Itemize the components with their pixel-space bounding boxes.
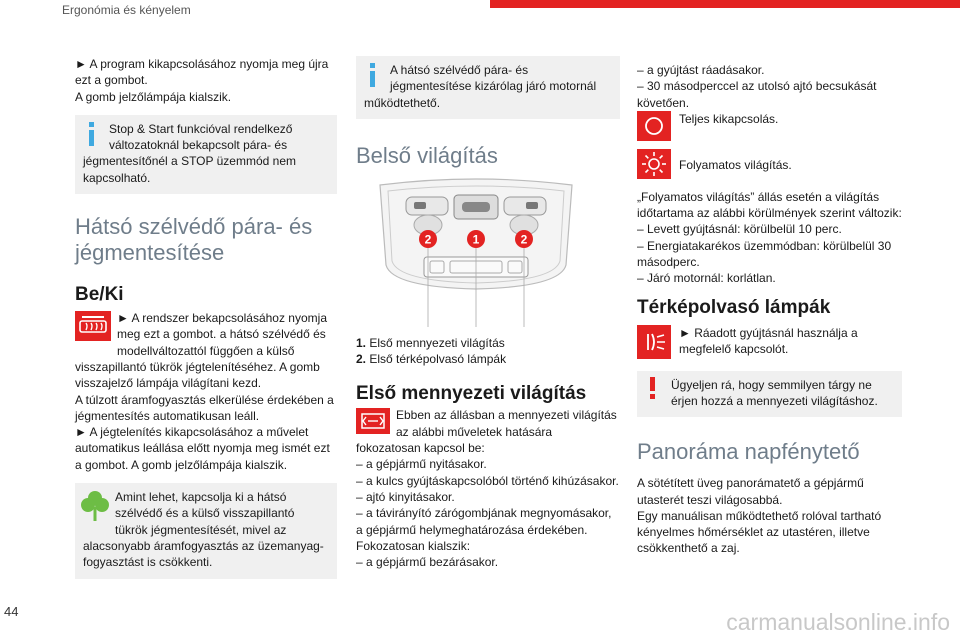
ceiling-light-illustration — [370, 177, 582, 327]
paragraph: ► A rendszer bekapcsolásához nyomja meg ezt a gombot. a hátsó szélvédő és modellváltozattól függően a külső visszapillantó tükrök jégtelenítéséhez. A gomb visszajelző lámpája világítani kezd. — [75, 311, 327, 391]
list-item: – a gépjármű bezárásakor. — [356, 555, 499, 570]
column-3 — [637, 62, 902, 557]
column-2 — [356, 56, 620, 570]
mode-label: Folyamatos világítás. — [679, 157, 792, 172]
lamp-on-icon — [637, 149, 671, 179]
figure-legend — [356, 335, 620, 368]
paragraph: „Folyamatos világítás” állás esetén a világítás időtartama az alábbi körülmények szerint változik: — [637, 189, 902, 221]
subsection-title: Be/Ki — [75, 284, 124, 306]
callout-label: 1 — [472, 232, 480, 247]
paragraph: ► Ráadott gyújtásnál használja a megfelelő kapcsolót. — [679, 325, 858, 356]
list-item: – a kulcs gyújtáskapcsolóból történő kihúzásakor. — [356, 473, 619, 488]
column-1 — [75, 56, 337, 579]
ceiling-light-figure — [370, 177, 582, 327]
defrost-block — [75, 310, 337, 391]
header-accent-bar — [490, 0, 960, 8]
list-item: – Levett gyújtásnál: körülbelül 10 perc. — [637, 222, 842, 237]
paragraph: ► A jégtelenítés kikapcsolásához a művelet automatikus leállása előtt nyomja meg ismét ezt a gombot. A gomb jelzőlámpája kialszik. — [75, 425, 330, 472]
section-title: Panoráma napfénytető — [637, 439, 860, 465]
mode-on-row — [637, 149, 902, 183]
mode-off-row — [637, 111, 902, 145]
callout-label: 2 — [520, 232, 528, 247]
section-title: Belső világítás — [356, 142, 498, 168]
chapter-title: Ergonómia és kényelem — [62, 3, 191, 17]
list-item: – 30 másodperccel az utolsó ajtó becsukását követően. — [637, 79, 877, 110]
info-note — [75, 115, 337, 194]
mode-label: Teljes kikapcsolás. — [679, 111, 779, 126]
eco-note — [75, 483, 337, 578]
door-light-icon — [356, 408, 390, 434]
legend-item: 2. Első térképolvasó lámpák — [356, 352, 507, 367]
warning-note — [637, 371, 902, 418]
map-lamp-icon — [637, 325, 671, 359]
paragraph: Egy manuálisan működtethető rolóval tartható kényelmes hőmérséklet az utastéren, illetve csökkenthető a zaj. — [637, 508, 882, 556]
eco-tree-icon — [79, 489, 111, 523]
page-number: 44 — [4, 604, 19, 619]
paragraph: ► A program kikapcsolásához nyomja meg újra ezt a gombot. — [75, 57, 329, 88]
list-item: – a gépjármű nyitásakor. — [356, 457, 487, 472]
lamp-off-icon — [637, 111, 671, 141]
note-text: Stop & Start funkcióval rendelkező változatoknál bekapcsolt pára- és jégmentesítőnél a STOP üzemmód nem kapcsolható. — [83, 121, 296, 185]
section-title: Hátsó szélvédő pára- és jégmentesítése — [75, 214, 313, 266]
legend-item: 1. Első mennyezeti világítás — [356, 335, 505, 350]
dome-light-block — [356, 407, 620, 456]
paragraph: Fokozatosan kialszik: — [356, 538, 471, 553]
callout-label: 2 — [424, 232, 432, 247]
list-item: – Energiatakarékos üzemmódban: körülbelül 30 másodperc. — [637, 238, 892, 270]
watermark: carmanualsonline.info — [726, 609, 950, 635]
warning-exclamation-icon — [641, 377, 667, 407]
info-icon — [79, 121, 105, 151]
list-item: – a gyújtást ráadásakor. — [637, 63, 765, 77]
paragraph: A gomb jelzőlámpája kialszik. — [75, 89, 232, 104]
note-text: Amint lehet, kapcsolja ki a hátsó szélvédő és a külső visszapillantó tükrök jégmentesítését, mivel az alacsonyabb áramfogyasztás az üzemanyag-fogyasztást is csökkenti. — [83, 490, 324, 570]
subsection-title: Első mennyezeti világítás — [356, 383, 587, 405]
paragraph: A sötétített üveg panorámatető a gépjármű utasterét teszi világosabbá. — [637, 476, 864, 507]
subsection-title: Térképolvasó lámpák — [637, 296, 831, 318]
note-text: A hátsó szélvédő pára- és jégmentesítése kizárólag járó motornál működtethető. — [364, 63, 597, 110]
paragraph: Ebben az állásban a mennyezeti világítás az alábbi műveletek hatására fokozatosan kapcsol be: — [356, 408, 617, 456]
info-icon — [360, 62, 386, 92]
note-text: Ügyeljen rá, hogy semmilyen tárgy ne érjen hozzá a mennyezeti világításhoz. — [671, 377, 878, 408]
rear-defrost-icon — [75, 311, 111, 341]
list-item: – ajtó kinyitásakor. — [356, 489, 455, 504]
info-note — [356, 56, 620, 119]
list-item: – Járó motornál: korlátlan. — [637, 271, 776, 286]
paragraph: A túlzott áramfogyasztás elkerülése érdekében a jégmentesítés automatikusan leáll. — [75, 392, 334, 423]
list-item: – a távirányító zárógombjának megnyomásakor, a gépjármű helymeghatározása érdekében. — [356, 506, 612, 537]
map-lamp-block — [637, 325, 902, 363]
